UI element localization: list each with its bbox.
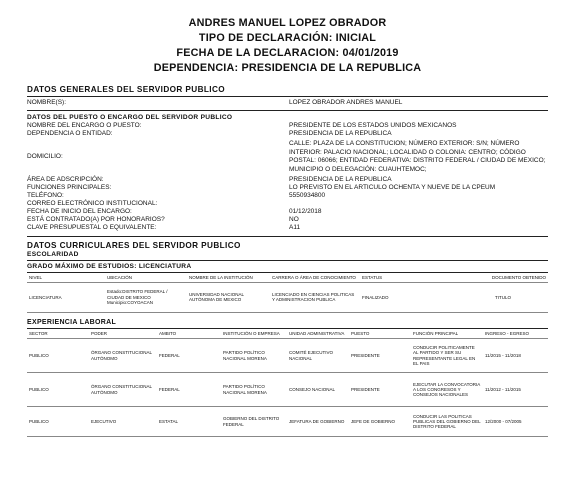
- field-value: A11: [289, 224, 301, 232]
- column-header: UNIDAD ADMINISTRATIVA: [287, 328, 349, 338]
- table-cell: 11/2015 - 11/2018: [483, 339, 548, 373]
- field-label: ÁREA DE ADSCRIPCIÓN:: [27, 175, 104, 183]
- table-cell: EJECUTAR LA CONVOCATORIA A LOS CONGRESOS Y CONSEJOS NACIONALES: [411, 373, 483, 407]
- table-cell: JEFATURA DE GOBIERNO: [287, 407, 349, 437]
- table-cell: UNIVERSIDAD NACIONAL AUTÓNOMA DE MEXICO: [187, 282, 270, 312]
- table-row: [27, 339, 548, 373]
- field-value: PRESIDENCIA DE LA REPUBLICA: [289, 130, 392, 138]
- field-label: CLAVE PRESUPUESTAL O EQUIVALENTE:: [27, 224, 157, 232]
- column-header: NIVEL: [27, 272, 105, 282]
- document-header: [27, 16, 548, 76]
- schooling-label: ESCOLARIDAD: [27, 250, 79, 258]
- field-row: [27, 224, 548, 232]
- declaration-type: TIPO DE DECLARACIÓN: INICIAL: [198, 32, 377, 44]
- column-header: SECTOR: [27, 328, 89, 338]
- table-row: [27, 373, 548, 407]
- name-row: [27, 99, 548, 107]
- field-label: CORREO ELECTRÓNICO INSTITUCIONAL:: [27, 200, 158, 208]
- table-cell: 12/2000 - 07/2005: [483, 407, 548, 437]
- table-cell: EJECUTIVO: [89, 407, 157, 437]
- schooling-table: [27, 272, 548, 313]
- field-value: LO PREVISTO EN EL ARTICULO OCHENTA Y NUEVE DE LA CPEUM: [289, 184, 496, 191]
- field-row: [27, 192, 548, 200]
- field-label: TELÉFONO:: [27, 192, 64, 200]
- divider: [27, 110, 548, 111]
- field-row: [27, 184, 548, 192]
- experience-table-wrap: [27, 328, 548, 437]
- table-cell: FINALIZADO: [360, 282, 455, 312]
- divider: [27, 236, 548, 237]
- table-cell: GOBIERNO DEL DISTRITO FEDERAL: [221, 407, 287, 437]
- table-cell: FEDERAL: [157, 339, 221, 373]
- name-value: LOPEZ OBRADOR ANDRES MANUEL: [289, 99, 403, 106]
- field-value: PRESIDENCIA DE LA REPUBLICA: [289, 175, 392, 183]
- field-value: 01/12/2018: [289, 208, 322, 216]
- table-cell: COMITÉ EJECUTIVO NACIONAL: [287, 339, 349, 373]
- table-cell: PRESIDENTE: [349, 339, 411, 373]
- table-cell: PUBLICO: [27, 373, 89, 407]
- field-value: 5550934800: [289, 192, 326, 200]
- field-value: PRESIDENTE DE LOS ESTADOS UNIDOS MEXICANOS: [289, 122, 457, 130]
- field-row: [27, 176, 548, 184]
- column-header: PUESTO: [349, 328, 411, 338]
- field-row: [27, 216, 548, 224]
- table-cell: CONDUCIR LAS POLITICAS PUBLICAS DEL GOBIERNO DEL DISTRITO FEDERAL: [411, 407, 483, 437]
- field-label: NOMBRE DEL ENCARGO O PUESTO:: [27, 122, 142, 130]
- table-row: [27, 282, 548, 312]
- table-cell: PUBLICO: [27, 339, 89, 373]
- dependency: DEPENDENCIA: PRESIDENCIA DE LA REPUBLICA: [153, 62, 422, 74]
- work-experience-heading: EXPERIENCIA LABORAL: [27, 318, 117, 326]
- field-label: FUNCIONES PRINCIPALES:: [27, 184, 112, 191]
- table-cell: ÓRGANO CONSTITUCIONAL AUTÓNOMO: [89, 373, 157, 407]
- table-row: [27, 407, 548, 437]
- field-label: FECHA DE INICIO DEL ENCARGO:: [27, 208, 132, 216]
- table-header-row: [27, 272, 548, 282]
- name-label: NOMBRE(S):: [27, 99, 66, 106]
- column-header: INGRESO - EGRESO: [483, 328, 548, 338]
- column-header: AMBITO: [157, 328, 221, 338]
- table-cell: PRESIDENTE: [349, 373, 411, 407]
- table-cell: TITULO: [455, 282, 548, 312]
- field-value: CALLE: PLAZA DE LA CONSTITUCION; NÚMERO EXTERIOR: S/N; NÚMERO INTERIOR: PALACIO NACIONAL; LOCALIDAD O COLONIA: CENTRO; CÓDIGO POSTAL: 06066; ENTIDAD FEDERATIVA: DISTRITO FEDERAL / CIUDAD DE MEXICO; MUNICIPIO O DELEGACIÓN: CUAUHTEMOC;: [289, 140, 546, 173]
- column-header: CARRERA O ÁREA DE CONOCIMIENTO: [270, 272, 360, 282]
- field-row: [27, 200, 548, 208]
- table-cell: CONDUCIR POLITICAMENTE AL PARTIDO Y SER SU REPRESENTANTE LEGAL EN EL PAIS: [411, 339, 483, 373]
- highest-degree-label: GRADO MÁXIMO DE ESTUDIOS: LICENCIATURA: [27, 262, 192, 270]
- field-label: ESTÁ CONTRATADO(A) POR HONORARIOS?: [27, 216, 165, 224]
- table-cell: ÓRGANO CONSTITUCIONAL AUTÓNOMO: [89, 339, 157, 373]
- divider: [27, 260, 548, 261]
- column-header: INSTITUCIÓN O EMPRESA: [221, 328, 287, 338]
- column-header: UBICACIÓN: [105, 272, 187, 282]
- field-label: DEPENDENCIA O ENTIDAD:: [27, 130, 113, 138]
- position-fields: [27, 122, 548, 232]
- general-data-heading: DATOS GENERALES DEL SERVIDOR PUBLICO: [27, 85, 548, 97]
- table-header-row: [27, 328, 548, 338]
- schooling-table-wrap: [27, 272, 548, 313]
- column-header: PODER: [89, 328, 157, 338]
- table-cell: PARTIDO POLÍTICO NACIONAL MORENA: [221, 339, 287, 373]
- experience-table: [27, 328, 548, 437]
- table-cell: FEDERAL: [157, 373, 221, 407]
- column-header: DOCUMENTO OBTENIDO: [455, 272, 548, 282]
- table-cell: Estado:DISTRITO FEDERAL / CIUDAD DE MEXICO Municipio:COYOACAN: [105, 282, 187, 312]
- table-cell: JEFE DE GOBIERNO: [349, 407, 411, 437]
- table-cell: PARTIDO POLÍTICO NACIONAL MORENA: [221, 373, 287, 407]
- curricular-data-heading: DATOS CURRICULARES DEL SERVIDOR PUBLICO: [27, 240, 241, 250]
- column-header: ESTATUS: [360, 272, 455, 282]
- column-header: FUNCIÓN PRINCIPAL: [411, 328, 483, 338]
- table-cell: LICENCIATURA: [27, 282, 105, 312]
- field-label: DOMICILIO:: [27, 153, 63, 161]
- table-cell: PUBLICO: [27, 407, 89, 437]
- table-cell: CONSEJO NACIONAL: [287, 373, 349, 407]
- table-cell: ESTATAL: [157, 407, 221, 437]
- field-row: [27, 140, 548, 174]
- field-value: NO: [289, 216, 299, 224]
- table-cell: LICENCIADO EN CIENCIAS POLITICAS Y ADMINISTRACION PUBLICA: [270, 282, 360, 312]
- field-row: [27, 130, 548, 138]
- column-header: NOMBRE DE LA INSTITUCIÓN: [187, 272, 270, 282]
- table-cell: 11/2012 - 11/2015: [483, 373, 548, 407]
- declarant-name: ANDRES MANUEL LOPEZ OBRADOR: [188, 17, 387, 29]
- field-value: [289, 200, 548, 208]
- field-row: [27, 122, 548, 130]
- position-data-heading: DATOS DEL PUESTO O ENCARGO DEL SERVIDOR PUBLICO: [27, 114, 233, 122]
- declaration-date: FECHA DE LA DECLARACION: 04/01/2019: [176, 47, 399, 59]
